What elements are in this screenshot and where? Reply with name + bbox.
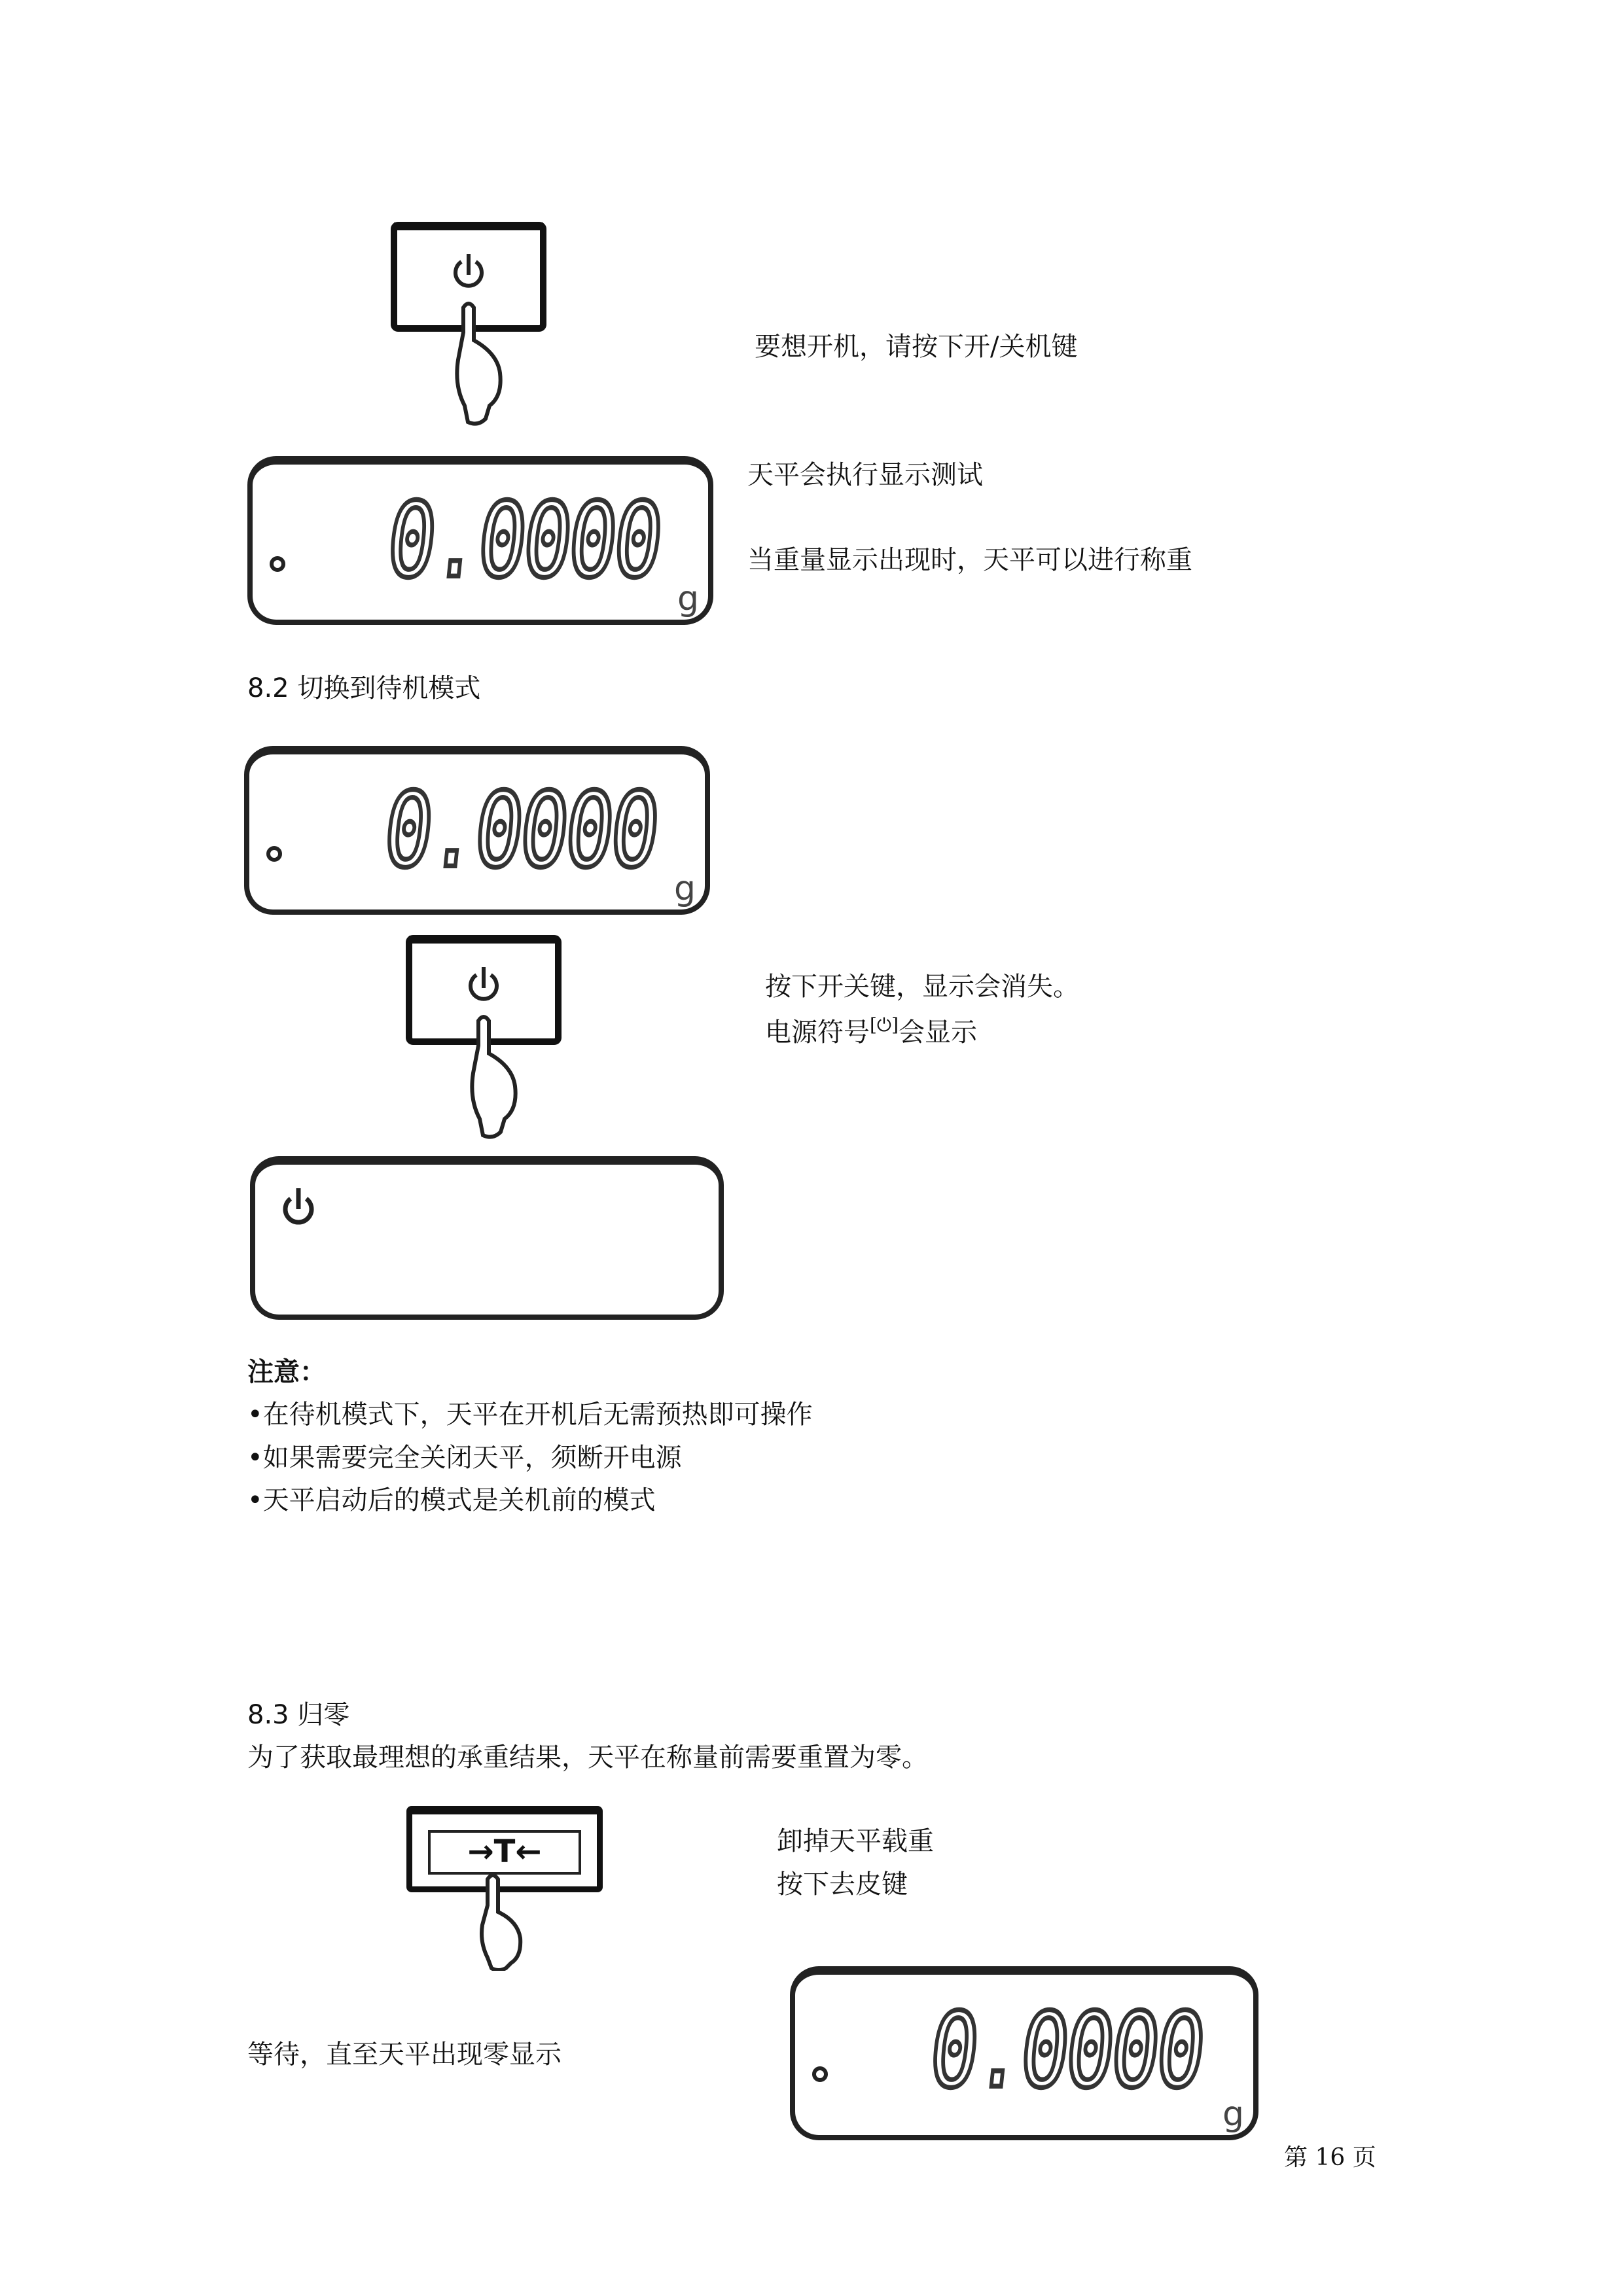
weight-display xyxy=(247,456,713,625)
ready-text: 当重量显示出现时，天平可以进行称重 xyxy=(747,545,1192,575)
note-item: •如果需要完全关闭天平，须断开电源 xyxy=(247,1443,682,1473)
weight-value: 0.0000 xyxy=(382,481,666,601)
power-key-press-icon xyxy=(401,929,571,1145)
weight-unit: g xyxy=(673,869,696,908)
weight-display xyxy=(790,1966,1258,2140)
standby-step-2-suffix: 会显示 xyxy=(899,1017,977,1048)
zero-intro: 为了获取最理想的承重结果，天平在称量前需要重置为零。 xyxy=(247,1742,928,1773)
power-on-instruction: 要想开机，请按下开/关机键 xyxy=(755,332,1078,362)
stability-indicator-icon xyxy=(266,846,282,862)
standby-step-1: 按下开关键，显示会消失。 xyxy=(765,972,1079,1002)
power-key-illustration xyxy=(401,929,571,1145)
wait-text: 等待，直至天平出现零显示 xyxy=(247,2040,562,2070)
page-number: 第 16 页 xyxy=(1284,2144,1376,2171)
standby-step-2 xyxy=(765,1016,977,1050)
stability-indicator-icon xyxy=(270,556,285,572)
display-test-text: 天平会执行显示测试 xyxy=(747,460,983,490)
power-key-illustration xyxy=(386,216,556,432)
note-item: •在待机模式下，天平在开机后无需预热即可操作 xyxy=(247,1400,813,1430)
weight-unit: g xyxy=(1222,2094,1244,2134)
stability-indicator-icon xyxy=(812,2066,828,2082)
weight-value: 0.0000 xyxy=(924,1991,1209,2111)
hand-press-icon xyxy=(461,1866,540,1971)
power-symbol-icon: [⏻] xyxy=(870,1014,899,1036)
weight-unit: g xyxy=(677,579,699,618)
power-key-press-icon xyxy=(386,216,556,432)
standby-step-2-prefix: 电源符号 xyxy=(765,1017,870,1048)
weight-value: 0.0000 xyxy=(378,771,663,891)
note-item: •天平启动后的模式是关机前的模式 xyxy=(247,1485,656,1515)
note-title: 注意： xyxy=(247,1357,326,1387)
weight-display xyxy=(244,746,710,915)
tare-key-label: →T← xyxy=(428,1830,581,1875)
power-standby-icon xyxy=(279,1184,318,1230)
standby-display xyxy=(250,1156,724,1320)
tare-key-illustration xyxy=(402,1801,612,1971)
tare-step-1: 卸掉天平载重 xyxy=(777,1826,934,1856)
tare-step-2: 按下去皮键 xyxy=(777,1869,908,1899)
section-heading-8-2: 8.2 切换到待机模式 xyxy=(247,673,481,703)
section-heading-8-3: 8.3 归零 xyxy=(247,1700,350,1730)
